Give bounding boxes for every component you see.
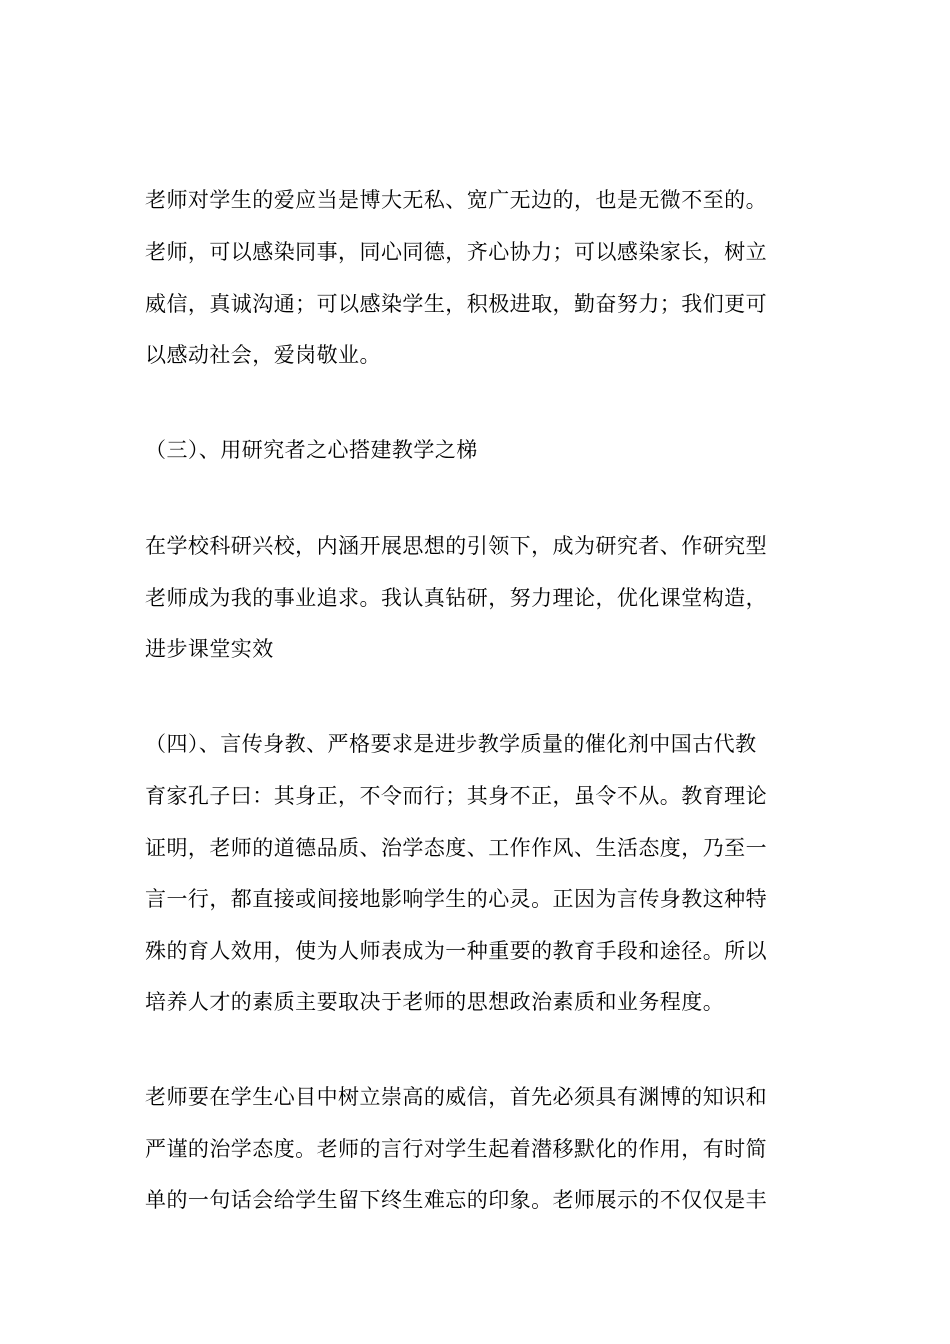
- section-heading: （三）、用研究者之心搭建教学之梯: [145, 438, 478, 462]
- text-line: 育家孔子曰：其身正，不令而行；其身不正，虽令不从。教育理论: [145, 784, 768, 808]
- text-line: 证明，老师的道德品质、治学态度、工作作风、生活态度，乃至一: [145, 836, 768, 860]
- text-line: 老师对学生的爱应当是博大无私、宽广无边的，也是无微不至的。: [145, 188, 768, 212]
- text-line: 老师要在学生心目中树立崇高的威信，首先必须具有渊博的知识和: [145, 1085, 768, 1109]
- text-line: 以感动社会，爱岗敬业。: [145, 343, 381, 367]
- text-line: 进步课堂实效: [145, 637, 274, 661]
- text-line: 培养人才的素质主要取决于老师的思想政治素质和业务程度。: [145, 990, 725, 1014]
- text-line: 严谨的治学态度。老师的言行对学生起着潜移默化的作用，有时简: [145, 1137, 768, 1161]
- text-line: 在学校科研兴校，内涵开展思想的引领下，成为研究者、作研究型: [145, 534, 768, 558]
- text-line: 威信，真诚沟通；可以感染学生，积极进取，勤奋努力；我们更可: [145, 292, 768, 316]
- text-line: （四）、言传身教、严格要求是进步教学质量的催化剂中国古代教: [145, 732, 757, 756]
- text-line: 单的一句话会给学生留下终生难忘的印象。老师展示的不仅仅是丰: [145, 1188, 768, 1212]
- text-line: 老师成为我的事业追求。我认真钻研，努力理论，优化课堂构造，: [145, 586, 768, 610]
- text-line: 言一行，都直接或间接地影响学生的心灵。正因为言传身教这种特: [145, 887, 768, 911]
- text-line: 老师，可以感染同事，同心同德，齐心协力；可以感染家长，树立: [145, 240, 768, 264]
- text-line: 殊的育人效用，使为人师表成为一种重要的教育手段和途径。所以: [145, 939, 768, 963]
